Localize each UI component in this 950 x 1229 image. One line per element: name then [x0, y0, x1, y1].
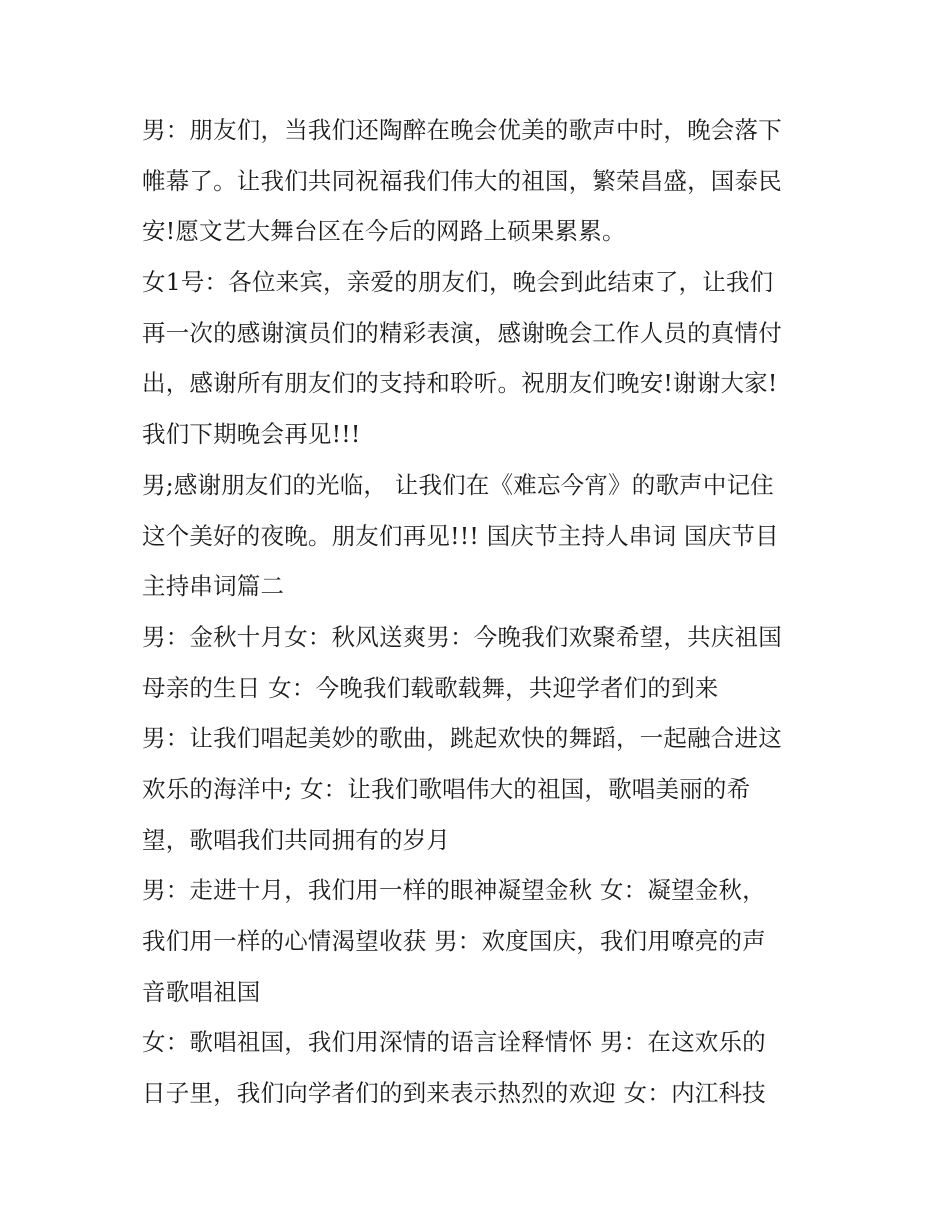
text-line: 男：朋友们，当我们还陶醉在晚会优美的歌声中时，晚会落下: [142, 116, 782, 144]
text-line: 母亲的生日 女：今晚我们载歌载舞，共迎学者们的到来: [142, 673, 719, 702]
text-line: 我们用一样的心情渴望收获 男：欢度国庆，我们用嘹亮的声: [142, 927, 766, 955]
text-line: 女1号：各位来宾，亲爱的朋友们，晚会到此结束了，让我们: [142, 268, 774, 297]
text-line: 望，歌唱我们共同拥有的岁月: [142, 825, 451, 854]
document-page: [142, 105, 822, 1119]
text-line: 主持串词篇二: [142, 572, 285, 601]
text-line: 这个美好的夜晚。朋友们再见!!! 国庆节主持人串词 国庆节目: [142, 521, 779, 550]
text-line: 男：走进十月，我们用一样的眼神凝望金秋 女：凝望金秋，: [142, 876, 766, 905]
text-line: 帷幕了。让我们共同祝福我们伟大的祖国，繁荣昌盛，国泰民: [142, 166, 782, 195]
text-line: 女：歌唱祖国，我们用深情的语言诠释情怀 男：在这欢乐的: [142, 1028, 766, 1057]
text-line: 日子里，我们向学者们的到来表示热烈的欢迎 女：内江科技: [142, 1079, 766, 1108]
text-line: 再一次的感谢演员们的精彩表演，感谢晚会工作人员的真情付: [142, 318, 782, 347]
text-line: 欢乐的海洋中; 女：让我们歌唱伟大的祖国，歌唱美丽的希: [142, 774, 751, 803]
text-line: 男：金秋十月女：秋风送爽男：今晚我们欢聚希望，共庆祖国: [142, 622, 782, 651]
text-line: 男;感谢朋友们的光临， 让我们在《难忘今宵》的歌声中记住: [142, 470, 774, 499]
text-line: 我们下期晚会再见!!!: [142, 420, 361, 449]
text-line: 音歌唱祖国: [142, 977, 261, 1006]
text-line: 安!愿文艺大舞台区在今后的网路上硕果累累。: [142, 217, 626, 246]
text-line: 出，感谢所有朋友们的支持和聆听。祝朋友们晚安!谢谢大家!: [142, 369, 778, 398]
text-line: 男：让我们唱起美妙的歌曲，跳起欢快的舞蹈，一起融合进这: [142, 724, 782, 753]
